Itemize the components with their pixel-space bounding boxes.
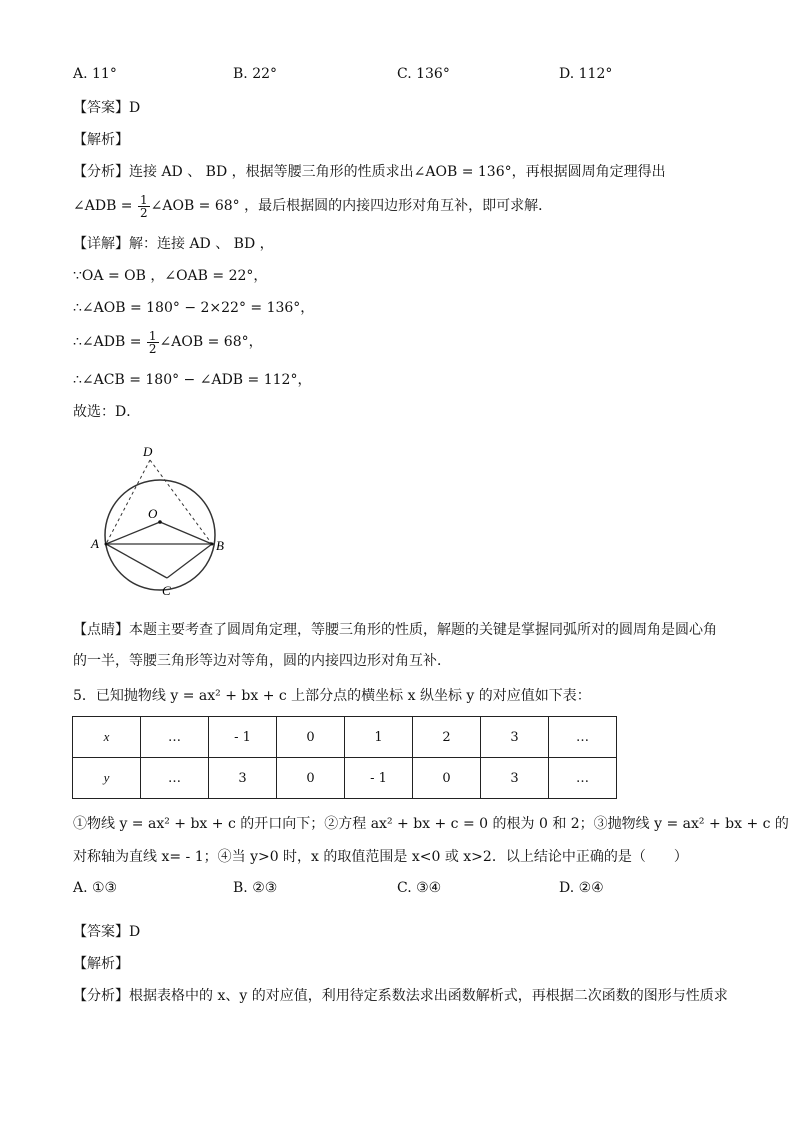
q4-option-d: D. 112°	[559, 66, 613, 82]
q5-conditions-1: ①物线 y = ax² + bx + c 的开口向下；②方程 ax² + bx + c = 0 的根为 0 和 2；③抛物线 y = ax² + bx + c 的	[73, 816, 789, 832]
value-table	[72, 716, 617, 799]
label-a: A	[91, 536, 99, 551]
fraction-one-half: $\frac{1}{2}$	[139, 192, 148, 220]
q4-detail-4b: ∠AOB = 68°，	[159, 334, 263, 350]
label-b: B	[216, 538, 224, 553]
q4-fenxi-line-2	[73, 192, 552, 220]
table-cell: 3	[209, 758, 277, 799]
table-cell: 3	[481, 717, 549, 758]
q5-option-b: B. ②③	[233, 880, 278, 896]
q4-answer: 【答案】D	[73, 100, 141, 116]
q4-fenxi-2b: ∠AOB = 68° ，最后根据圆的内接四边形对角互补，即可求解．	[150, 198, 553, 214]
q4-detail-1: 【详解】解：连接 AD 、 BD ，	[73, 236, 274, 252]
table-cell: 0	[277, 758, 345, 799]
q4-fenxi-line-1: 【分析】连接 AD 、 BD ，根据等腰三角形的性质求出∠AOB = 136°，再根据圆周角定理得出	[73, 164, 666, 180]
q4-detail-3: ∴∠AOB = 180° − 2×22° = 136°，	[73, 300, 315, 316]
table-cell: x	[73, 717, 141, 758]
segment-cb	[167, 544, 212, 578]
table-row	[73, 717, 617, 758]
fraction-one-half: $\frac{1}{2}$	[148, 328, 157, 356]
table-cell: y	[73, 758, 141, 799]
table-cell: …	[549, 758, 617, 799]
table-cell: …	[141, 717, 209, 758]
q5-options	[73, 880, 713, 900]
q5-option-c: C. ③④	[397, 880, 442, 896]
table-cell: 0	[277, 717, 345, 758]
label-o: O	[148, 506, 158, 521]
q4-analysis-label: 【解析】	[73, 132, 129, 148]
label-d: D	[143, 444, 153, 459]
table-cell: 0	[413, 758, 481, 799]
circle-geometry-figure	[85, 440, 235, 600]
table-cell: …	[141, 758, 209, 799]
q5-answer: 【答案】D	[73, 924, 141, 940]
table-row	[73, 758, 617, 799]
q5-conditions-2: 对称轴为直线 x= - 1；④当 y>0 时，x 的取值范围是 x<0 或 x>2．以上结论中正确的是（ ）	[73, 849, 688, 865]
q5-option-a: A. ①③	[73, 880, 118, 896]
q5-fenxi-1: 【分析】根据表格中的 x、y 的对应值，利用待定系数法求出函数解析式，再根据二次函数的图形与性质求	[73, 988, 728, 1004]
q4-options	[73, 66, 713, 86]
q4-detail-4a: ∴∠ADB =	[73, 334, 146, 350]
q4-option-a: A. 11°	[73, 66, 117, 82]
q4-detail-4	[73, 328, 263, 356]
q4-detail-2: ∵OA = OB ，∠OAB = 22°，	[73, 268, 268, 284]
table-cell: - 1	[345, 758, 413, 799]
q4-choose: 故选：D．	[73, 404, 141, 420]
q5-analysis-label: 【解析】	[73, 956, 129, 972]
point-a	[105, 543, 108, 546]
q5-option-d: D. ②④	[559, 880, 604, 896]
table-cell: …	[549, 717, 617, 758]
q5-stem: 5．已知抛物线 y = ax² + bx + c 上部分点的横坐标 x 纵坐标 y 的对应值如下表：	[73, 688, 591, 704]
table-cell: - 1	[209, 717, 277, 758]
segment-ao	[106, 522, 160, 544]
q4-option-c: C. 136°	[397, 66, 450, 82]
q4-detail-5: ∴∠ACB = 180° − ∠ADB = 112°，	[73, 372, 312, 388]
label-c: C	[162, 583, 171, 598]
segment-da	[106, 460, 150, 544]
q4-option-b: B. 22°	[233, 66, 278, 82]
q4-fenxi-2a: ∠ADB =	[73, 198, 137, 214]
table-cell: 3	[481, 758, 549, 799]
table-cell: 1	[345, 717, 413, 758]
q4-dianjing-1: 【点睛】本题主要考查了圆周角定理，等腰三角形的性质，解题的关键是掌握同弧所对的圆周角是圆心角	[73, 622, 717, 638]
center-point	[158, 520, 162, 524]
q4-dianjing-2: 的一半，等腰三角形等边对等角，圆的内接四边形对角互补．	[73, 653, 451, 669]
segment-ac	[106, 544, 167, 578]
table-cell: 2	[413, 717, 481, 758]
point-b	[211, 543, 214, 546]
